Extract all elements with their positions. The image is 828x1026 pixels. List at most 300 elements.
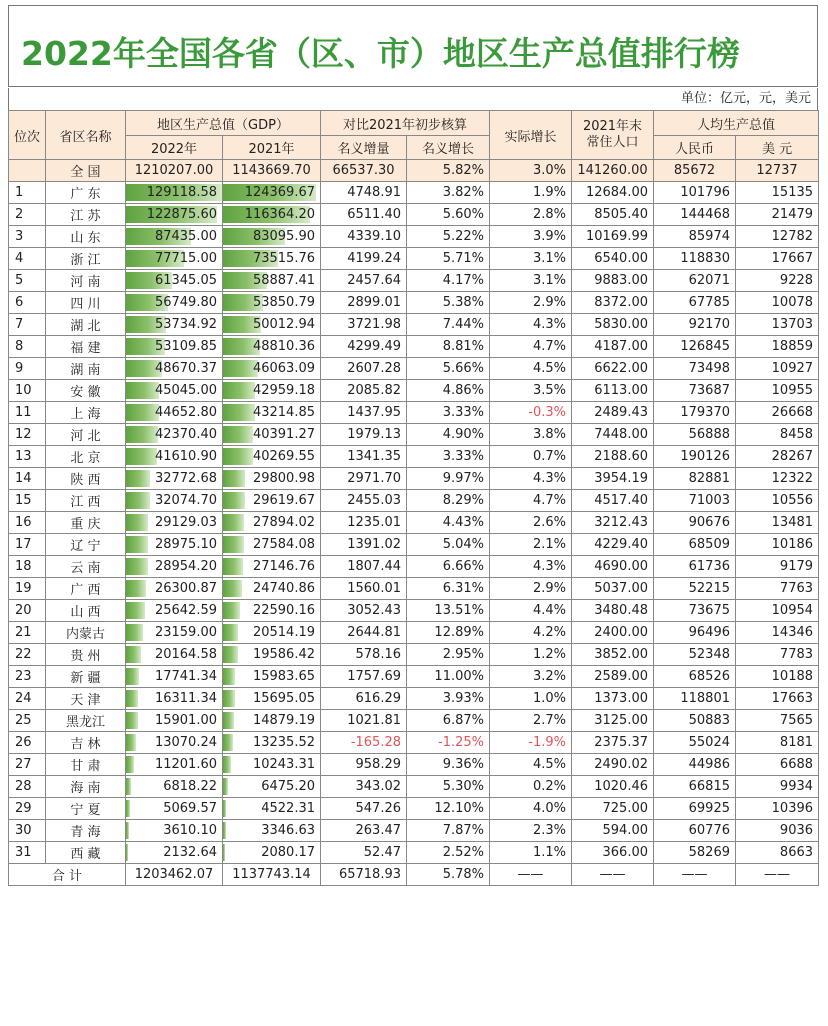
percap-usd-cell: 10556 <box>736 490 819 512</box>
table-row <box>9 336 819 358</box>
population-cell: 12684.00 <box>572 182 654 204</box>
page-title: 2022年全国各省（区、市）地区生产总值排行榜 <box>21 34 740 73</box>
national-gdp-2021: 1143669.70 <box>223 160 321 182</box>
real-growth-cell: -0.3% <box>490 402 572 424</box>
nominal-inc-cell: 1437.95 <box>321 402 407 424</box>
table-body <box>9 160 819 864</box>
gdp-data-bar <box>126 668 139 685</box>
gdp-value: 17741.34 <box>154 669 217 684</box>
percap-usd-cell: 12322 <box>736 468 819 490</box>
gdp-2021-cell <box>223 248 321 270</box>
gdp-value: 5069.57 <box>163 801 217 816</box>
province-name: 宁 夏 <box>46 798 126 820</box>
province-name: 福 建 <box>46 336 126 358</box>
gdp-data-bar <box>223 712 234 729</box>
gdp-2021-cell <box>223 776 321 798</box>
table-row <box>9 754 819 776</box>
gdp-2021-cell <box>223 336 321 358</box>
rank-cell: 28 <box>9 776 46 798</box>
table-row <box>9 424 819 446</box>
percap-usd-cell: 17667 <box>736 248 819 270</box>
table-row <box>9 644 819 666</box>
gdp-value: 32074.70 <box>154 493 217 508</box>
province-name: 贵 州 <box>46 644 126 666</box>
province-name: 青 海 <box>46 820 126 842</box>
nominal-growth-cell: 9.36% <box>407 754 490 776</box>
gdp-value: 27894.02 <box>252 515 315 530</box>
gdp-data-bar <box>223 404 255 421</box>
nominal-growth-cell: 7.44% <box>407 314 490 336</box>
gdp-2022-cell <box>126 622 223 644</box>
percap-usd-cell: 9934 <box>736 776 819 798</box>
gdp-value: 32772.68 <box>154 471 217 486</box>
header-province: 省区名称 <box>46 111 126 160</box>
table-row <box>9 534 819 556</box>
gdp-data-bar <box>126 844 128 861</box>
table-row <box>9 270 819 292</box>
header-percap-group: 人均生产总值 <box>654 111 819 136</box>
nominal-inc-cell: 4299.49 <box>321 336 407 358</box>
nominal-inc-cell: -165.28 <box>321 732 407 754</box>
province-name: 内蒙古 <box>46 622 126 644</box>
real-growth-cell: 4.3% <box>490 468 572 490</box>
table-row <box>9 842 819 864</box>
population-cell: 2375.37 <box>572 732 654 754</box>
percap-rmb-cell: 90676 <box>654 512 736 534</box>
province-name: 四 川 <box>46 292 126 314</box>
percap-rmb-cell: 58269 <box>654 842 736 864</box>
gdp-data-bar <box>223 778 228 795</box>
gdp-value: 4522.31 <box>261 801 315 816</box>
nominal-growth-cell: 6.66% <box>407 556 490 578</box>
province-name: 天 津 <box>46 688 126 710</box>
gdp-2021-cell <box>223 556 321 578</box>
percap-usd-cell: 10955 <box>736 380 819 402</box>
rank-cell: 24 <box>9 688 46 710</box>
rank-cell: 10 <box>9 380 46 402</box>
population-cell: 4229.40 <box>572 534 654 556</box>
total-row <box>9 864 819 886</box>
percap-rmb-cell: 126845 <box>654 336 736 358</box>
percap-rmb-cell: 71003 <box>654 490 736 512</box>
nominal-inc-cell: 2607.28 <box>321 358 407 380</box>
rank-cell: 14 <box>9 468 46 490</box>
gdp-value: 42959.18 <box>252 383 315 398</box>
gdp-value: 122875.60 <box>146 207 217 222</box>
nominal-growth-cell: 3.33% <box>407 446 490 468</box>
real-growth-cell: 2.3% <box>490 820 572 842</box>
province-name: 山 西 <box>46 600 126 622</box>
gdp-data-bar <box>223 822 226 839</box>
total-pop: —— <box>572 864 654 886</box>
province-name: 广 东 <box>46 182 126 204</box>
gdp-value: 2080.17 <box>261 845 315 860</box>
percap-usd-cell: 10396 <box>736 798 819 820</box>
rank-cell: 6 <box>9 292 46 314</box>
rank-cell: 13 <box>9 446 46 468</box>
gdp-2022-cell <box>126 380 223 402</box>
province-name: 江 苏 <box>46 204 126 226</box>
rank-cell: 27 <box>9 754 46 776</box>
gdp-value: 48810.36 <box>252 339 315 354</box>
province-name: 上 海 <box>46 402 126 424</box>
gdp-value: 28954.20 <box>154 559 217 574</box>
rank-cell: 11 <box>9 402 46 424</box>
table-row <box>9 820 819 842</box>
nominal-inc-cell: 958.29 <box>321 754 407 776</box>
table-row <box>9 776 819 798</box>
gdp-data-bar <box>126 822 129 839</box>
nominal-inc-cell: 1021.81 <box>321 710 407 732</box>
rank-cell: 1 <box>9 182 46 204</box>
table-row <box>9 710 819 732</box>
table-row <box>9 226 819 248</box>
population-cell: 594.00 <box>572 820 654 842</box>
rank-cell: 29 <box>9 798 46 820</box>
gdp-value: 43214.85 <box>252 405 315 420</box>
rank-cell: 7 <box>9 314 46 336</box>
nominal-inc-cell: 263.47 <box>321 820 407 842</box>
gdp-value: 53734.92 <box>154 317 217 332</box>
nominal-inc-cell: 1979.13 <box>321 424 407 446</box>
rank-cell: 25 <box>9 710 46 732</box>
percap-usd-cell: 9228 <box>736 270 819 292</box>
rank-cell: 9 <box>9 358 46 380</box>
gdp-value: 56749.80 <box>154 295 217 310</box>
population-cell: 4517.40 <box>572 490 654 512</box>
table-row <box>9 314 819 336</box>
nominal-growth-cell: 8.81% <box>407 336 490 358</box>
gdp-2022-cell <box>126 358 223 380</box>
population-cell: 3954.19 <box>572 468 654 490</box>
province-name: 河 南 <box>46 270 126 292</box>
gdp-data-bar <box>126 778 131 795</box>
nominal-growth-cell: 4.90% <box>407 424 490 446</box>
nominal-inc-cell: 1757.69 <box>321 666 407 688</box>
real-growth-cell: 4.0% <box>490 798 572 820</box>
rank-cell: 18 <box>9 556 46 578</box>
gdp-value: 28975.10 <box>154 537 217 552</box>
gdp-value: 16311.34 <box>154 691 217 706</box>
gdp-2022-cell <box>126 776 223 798</box>
gdp-data-bar <box>223 624 238 641</box>
gdp-2021-cell <box>223 512 321 534</box>
nominal-inc-cell: 6511.40 <box>321 204 407 226</box>
gdp-data-bar <box>126 426 158 443</box>
national-inc: 66537.30 <box>321 160 407 182</box>
gdp-value: 10243.31 <box>252 757 315 772</box>
table-row <box>9 556 819 578</box>
percap-usd-cell: 13481 <box>736 512 819 534</box>
table-row <box>9 402 819 424</box>
percap-usd-cell: 10954 <box>736 600 819 622</box>
gdp-data-bar <box>126 492 150 509</box>
nominal-growth-cell: 12.89% <box>407 622 490 644</box>
real-growth-cell: 2.9% <box>490 292 572 314</box>
real-growth-cell: 4.5% <box>490 358 572 380</box>
population-cell: 5830.00 <box>572 314 654 336</box>
percap-rmb-cell: 68509 <box>654 534 736 556</box>
header-population: 2021年末常住人口 <box>572 111 654 160</box>
total-usd: —— <box>736 864 819 886</box>
nominal-inc-cell: 2899.01 <box>321 292 407 314</box>
province-name: 吉 林 <box>46 732 126 754</box>
nominal-growth-cell: 5.71% <box>407 248 490 270</box>
nominal-inc-cell: 4748.91 <box>321 182 407 204</box>
gdp-2021-cell <box>223 578 321 600</box>
rank-cell: 19 <box>9 578 46 600</box>
percap-usd-cell: 13703 <box>736 314 819 336</box>
percap-rmb-cell: 179370 <box>654 402 736 424</box>
table-row <box>9 622 819 644</box>
real-growth-cell: -1.9% <box>490 732 572 754</box>
gdp-data-bar <box>126 558 148 575</box>
gdp-2021-cell <box>223 842 321 864</box>
rank-cell: 31 <box>9 842 46 864</box>
gdp-2021-cell <box>223 424 321 446</box>
population-cell: 2489.43 <box>572 402 654 424</box>
gdp-value: 44652.80 <box>154 405 217 420</box>
gdp-2022-cell <box>126 600 223 622</box>
gdp-value: 15695.05 <box>252 691 315 706</box>
nominal-inc-cell: 578.16 <box>321 644 407 666</box>
national-rank-cell <box>9 160 46 182</box>
nominal-growth-cell: 3.82% <box>407 182 490 204</box>
table-row <box>9 688 819 710</box>
gdp-value: 42370.40 <box>154 427 217 442</box>
gdp-value: 14879.19 <box>252 713 315 728</box>
percap-usd-cell: 8181 <box>736 732 819 754</box>
nominal-inc-cell: 2085.82 <box>321 380 407 402</box>
table-row <box>9 600 819 622</box>
percap-rmb-cell: 73498 <box>654 358 736 380</box>
percap-rmb-cell: 52215 <box>654 578 736 600</box>
gdp-2021-cell <box>223 226 321 248</box>
population-cell: 6622.00 <box>572 358 654 380</box>
gdp-2022-cell <box>126 644 223 666</box>
population-cell: 1373.00 <box>572 688 654 710</box>
gdp-data-bar <box>223 844 225 861</box>
percap-rmb-cell: 62071 <box>654 270 736 292</box>
percap-rmb-cell: 118830 <box>654 248 736 270</box>
percap-usd-cell: 18859 <box>736 336 819 358</box>
percap-usd-cell: 7763 <box>736 578 819 600</box>
gdp-value: 15901.00 <box>154 713 217 728</box>
national-growth: 5.82% <box>407 160 490 182</box>
real-growth-cell: 3.9% <box>490 226 572 248</box>
real-growth-cell: 4.2% <box>490 622 572 644</box>
header-gdp-2022: 2022年 <box>126 136 223 160</box>
table-row <box>9 578 819 600</box>
province-name: 浙 江 <box>46 248 126 270</box>
gdp-data-bar <box>126 690 138 707</box>
national-pop: 141260.00 <box>572 160 654 182</box>
nominal-inc-cell: 3721.98 <box>321 314 407 336</box>
rank-cell: 12 <box>9 424 46 446</box>
gdp-2022-cell <box>126 688 223 710</box>
gdp-data-bar <box>126 602 145 619</box>
gdp-2022-cell <box>126 270 223 292</box>
rank-cell: 23 <box>9 666 46 688</box>
nominal-growth-cell: 5.60% <box>407 204 490 226</box>
percap-usd-cell: 12782 <box>736 226 819 248</box>
population-cell: 6113.00 <box>572 380 654 402</box>
national-name: 全 国 <box>46 160 126 182</box>
national-real: 3.0% <box>490 160 572 182</box>
gdp-value: 46063.09 <box>252 361 315 376</box>
table-row <box>9 666 819 688</box>
real-growth-cell: 2.9% <box>490 578 572 600</box>
nominal-inc-cell: 2457.64 <box>321 270 407 292</box>
rank-cell: 17 <box>9 534 46 556</box>
percap-rmb-cell: 60776 <box>654 820 736 842</box>
gdp-2022-cell <box>126 424 223 446</box>
nominal-inc-cell: 1341.35 <box>321 446 407 468</box>
population-cell: 725.00 <box>572 798 654 820</box>
gdp-2022-cell <box>126 732 223 754</box>
real-growth-cell: 4.7% <box>490 336 572 358</box>
nominal-growth-cell: 5.66% <box>407 358 490 380</box>
percap-rmb-cell: 73675 <box>654 600 736 622</box>
province-name: 陕 西 <box>46 468 126 490</box>
rank-cell: 15 <box>9 490 46 512</box>
province-name: 新 疆 <box>46 666 126 688</box>
population-cell: 3480.48 <box>572 600 654 622</box>
gdp-data-bar <box>223 448 253 465</box>
nominal-inc-cell: 616.29 <box>321 688 407 710</box>
gdp-value: 29129.03 <box>154 515 217 530</box>
percap-usd-cell: 7783 <box>736 644 819 666</box>
real-growth-cell: 2.1% <box>490 534 572 556</box>
gdp-2022-cell <box>126 798 223 820</box>
gdp-data-bar <box>126 470 150 487</box>
table-row <box>9 182 819 204</box>
total-rmb: —— <box>654 864 736 886</box>
gdp-value: 61345.05 <box>154 273 217 288</box>
gdp-value: 116364.20 <box>244 207 315 222</box>
percap-rmb-cell: 55024 <box>654 732 736 754</box>
gdp-2021-cell <box>223 820 321 842</box>
real-growth-cell: 1.0% <box>490 688 572 710</box>
gdp-value: 15983.65 <box>252 669 315 684</box>
gdp-2022-cell <box>126 292 223 314</box>
table-row <box>9 468 819 490</box>
gdp-data-bar <box>126 800 130 817</box>
percap-rmb-cell: 92170 <box>654 314 736 336</box>
gdp-value: 58887.41 <box>252 273 315 288</box>
gdp-2022-cell <box>126 468 223 490</box>
gdp-value: 77715.00 <box>154 251 217 266</box>
nominal-inc-cell: 52.47 <box>321 842 407 864</box>
population-cell: 9883.00 <box>572 270 654 292</box>
national-rmb: 85672 <box>654 160 736 182</box>
real-growth-cell: 3.5% <box>490 380 572 402</box>
real-growth-cell: 3.8% <box>490 424 572 446</box>
province-name: 广 西 <box>46 578 126 600</box>
percap-rmb-cell: 50883 <box>654 710 736 732</box>
real-growth-cell: 1.2% <box>490 644 572 666</box>
nominal-inc-cell: 547.26 <box>321 798 407 820</box>
percap-usd-cell: 7565 <box>736 710 819 732</box>
gdp-2021-cell <box>223 644 321 666</box>
province-name: 黑龙江 <box>46 710 126 732</box>
population-cell: 2589.00 <box>572 666 654 688</box>
gdp-2022-cell <box>126 204 223 226</box>
gdp-data-bar <box>223 426 253 443</box>
percap-rmb-cell: 118801 <box>654 688 736 710</box>
gdp-2022-cell <box>126 336 223 358</box>
percap-usd-cell: 8663 <box>736 842 819 864</box>
gdp-value: 50012.94 <box>252 317 315 332</box>
gdp-data-bar <box>223 558 243 575</box>
province-name: 湖 北 <box>46 314 126 336</box>
gdp-2022-cell <box>126 710 223 732</box>
gdp-2021-cell <box>223 732 321 754</box>
gdp-data-bar <box>223 800 226 817</box>
gdp-data-bar <box>126 448 157 465</box>
nominal-growth-cell: 5.38% <box>407 292 490 314</box>
percap-rmb-cell: 101796 <box>654 182 736 204</box>
gdp-data-bar <box>126 712 138 729</box>
percap-usd-cell: 9179 <box>736 556 819 578</box>
population-cell: 8505.40 <box>572 204 654 226</box>
real-growth-cell: 4.3% <box>490 314 572 336</box>
nominal-inc-cell: 1235.01 <box>321 512 407 534</box>
gdp-2021-cell <box>223 182 321 204</box>
table-row <box>9 204 819 226</box>
gdp-value: 73515.76 <box>252 251 315 266</box>
real-growth-cell: 2.8% <box>490 204 572 226</box>
real-growth-cell: 2.6% <box>490 512 572 534</box>
rank-cell: 4 <box>9 248 46 270</box>
gdp-value: 20514.19 <box>252 625 315 640</box>
nominal-growth-cell: 5.04% <box>407 534 490 556</box>
rank-cell: 3 <box>9 226 46 248</box>
population-cell: 3212.43 <box>572 512 654 534</box>
title-box <box>8 5 818 87</box>
population-cell: 6540.00 <box>572 248 654 270</box>
gdp-value: 53850.79 <box>252 295 315 310</box>
total-gdp-2021: 1137743.14 <box>223 864 321 886</box>
population-cell: 366.00 <box>572 842 654 864</box>
gdp-data-bar <box>126 514 148 531</box>
percap-rmb-cell: 190126 <box>654 446 736 468</box>
gdp-value: 41610.90 <box>154 449 217 464</box>
percap-rmb-cell: 66815 <box>654 776 736 798</box>
header-gdp-group: 地区生产总值（GDP） <box>126 111 321 136</box>
table-row <box>9 490 819 512</box>
nominal-inc-cell: 1391.02 <box>321 534 407 556</box>
table-header <box>9 111 819 160</box>
gdp-data-bar <box>126 580 146 597</box>
percap-usd-cell: 14346 <box>736 622 819 644</box>
gdp-2022-cell <box>126 314 223 336</box>
gdp-value: 29619.67 <box>252 493 315 508</box>
province-name: 北 京 <box>46 446 126 468</box>
nominal-growth-cell: 6.87% <box>407 710 490 732</box>
percap-usd-cell: 15135 <box>736 182 819 204</box>
population-cell: 10169.99 <box>572 226 654 248</box>
gdp-data-bar <box>223 580 242 597</box>
percap-rmb-cell: 67785 <box>654 292 736 314</box>
percap-usd-cell: 10927 <box>736 358 819 380</box>
gdp-2022-cell <box>126 490 223 512</box>
unit-note: 单位：亿元，元，美元 <box>8 88 818 110</box>
nominal-growth-cell: 5.30% <box>407 776 490 798</box>
percap-rmb-cell: 61736 <box>654 556 736 578</box>
population-cell: 4187.00 <box>572 336 654 358</box>
nominal-growth-cell: 4.43% <box>407 512 490 534</box>
